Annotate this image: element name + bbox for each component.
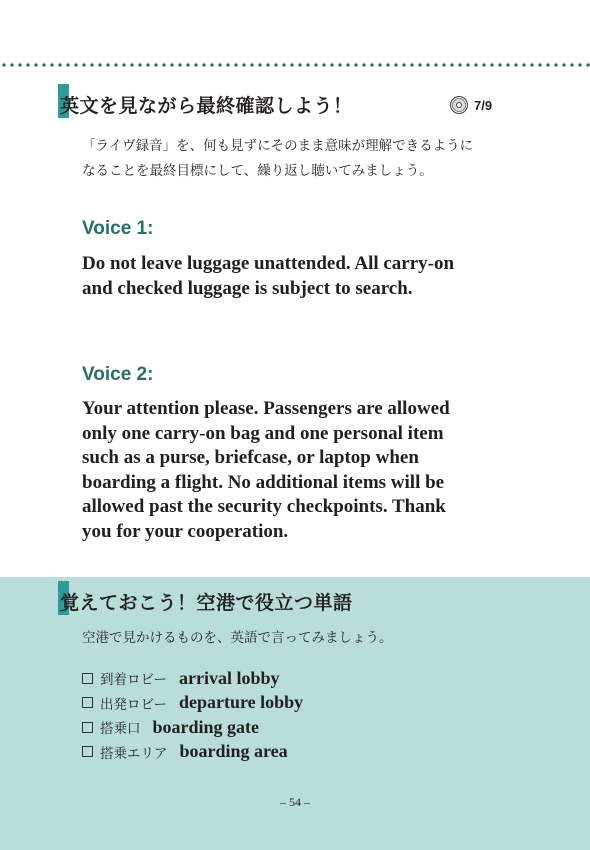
voice-line: boarding a flight. No additional items will be [82,471,445,493]
voice-line: Do not leave luggage unattended. All carry-on [82,253,455,274]
vocab-en: boarding area [179,741,288,762]
vocab-jp: 出発ロビー [100,696,167,713]
vocab-title: 覚えておこう！空港で役立つ単語 [60,592,353,614]
section-title: 英文を見ながら最終確認しよう！ [60,95,353,117]
intro-line: 「ライヴ録音」を、何も見ずにそのまま意味が理解できるように [82,138,474,154]
voice-line: and checked luggage is subject to search. [82,277,413,299]
dotted-divider [0,62,590,68]
checkbox-icon[interactable] [82,697,93,708]
vocab-en: departure lobby [178,692,304,713]
track-number: 7/9 [474,97,493,113]
voice-line: allowed past the security checkpoints. Thank [82,496,446,517]
vocab-jp: 搭乗口 [100,721,141,738]
vocab-list [82,666,303,764]
vocab-en: arrival lobby [178,667,280,688]
voice-line: Your attention please. Passengers are allowed [82,398,450,419]
voice-2-text [82,397,522,544]
vocab-jp: 搭乗エリア [100,745,168,762]
voice-line: such as a purse, briefcase, or laptop when [82,447,419,468]
vocab-item [82,740,303,765]
vocab-item [82,691,303,716]
audio-track [450,96,492,114]
voice-1-heading: Voice 1: [82,218,154,239]
page-number: – 54 – [280,795,310,809]
vocab-item [82,666,303,691]
cd-icon [450,96,468,114]
intro-line: なることを最終目標にして、繰り返し聴いてみましょう。 [82,163,433,179]
checkbox-icon[interactable] [82,673,93,684]
voice-2-heading: Voice 2: [82,364,154,385]
checkbox-icon[interactable] [82,746,93,757]
vocab-item [82,715,303,740]
voice-line: you for your cooperation. [82,520,289,542]
voice-1-text [82,252,522,301]
intro-text [82,134,512,184]
checkbox-icon[interactable] [82,722,93,733]
voice-line: only one carry-on bag and one personal item [82,422,444,444]
vocab-intro: 空港で見かけるものを、英語で言ってみましょう。 [82,630,393,646]
vocab-en: boarding gate [152,716,260,737]
vocab-jp: 到着ロビー [100,672,167,689]
